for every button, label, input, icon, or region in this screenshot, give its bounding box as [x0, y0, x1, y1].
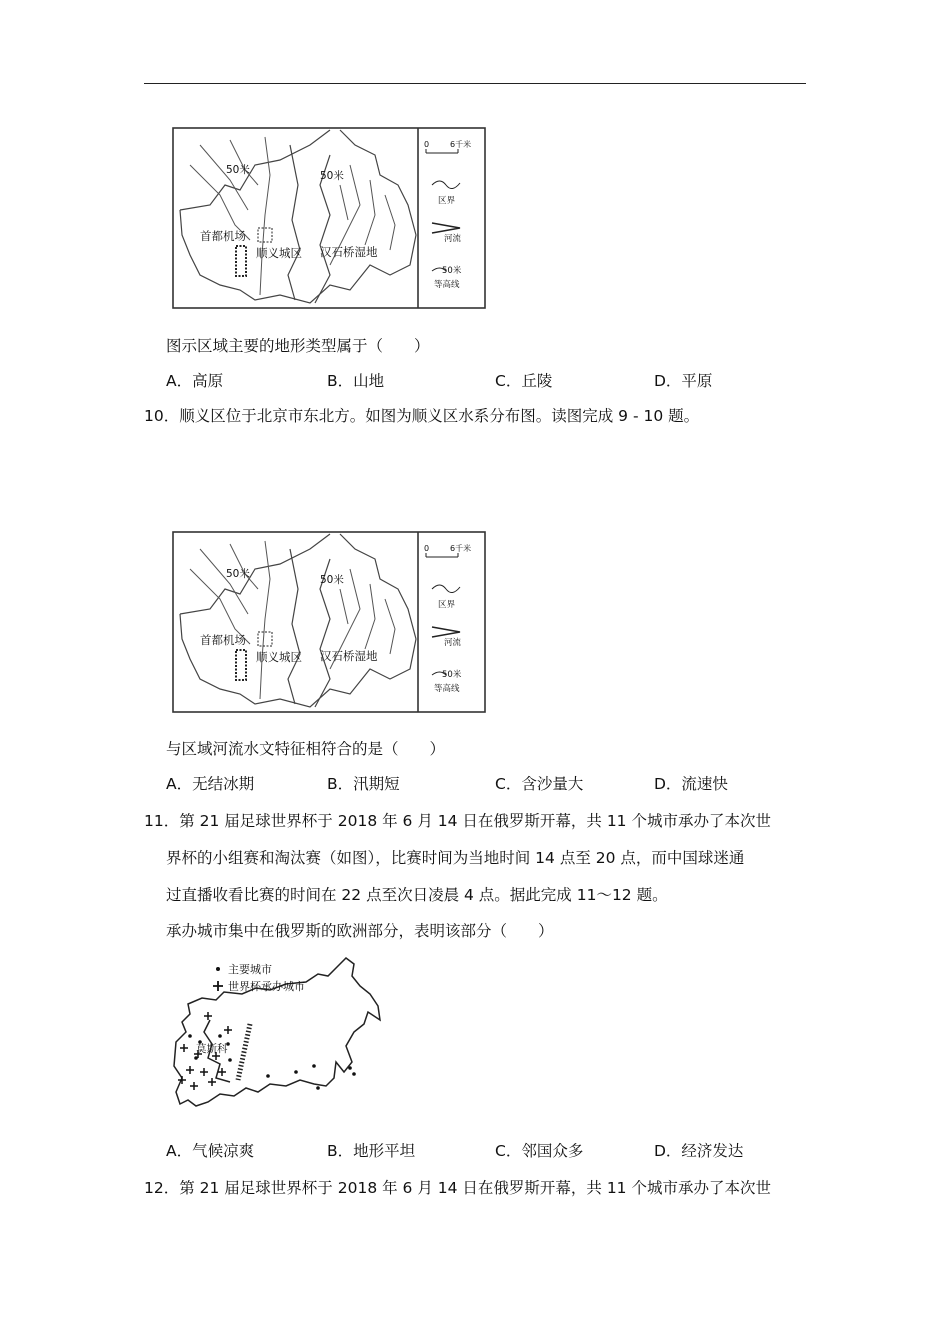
boundary-legend-icon: [432, 181, 460, 189]
airport-runway-icon: [236, 246, 246, 276]
city-block-icon: [258, 228, 272, 242]
ural-line: [238, 1024, 250, 1080]
q11-intro-line3: 过直播收看比赛的时间在 22 点至次日凌晨 4 点。据此完成 11～12 题。: [166, 886, 668, 904]
q9-option-d: D．平原: [654, 372, 713, 390]
shunyi-legend: [424, 543, 471, 694]
header-rule: [144, 83, 806, 84]
river-legend-icon: [432, 223, 460, 233]
legend-major-label: 主要城市: [228, 963, 272, 976]
airport-runway-icon: [236, 650, 246, 680]
shunyi-map-2: [170, 529, 488, 715]
q10-option-b: B．汛期短: [327, 775, 400, 793]
contour-label-a: 50米: [226, 568, 250, 580]
river-legend-icon: [432, 627, 460, 637]
legend-scale-value: 6千米: [450, 544, 472, 553]
legend-boundary: 区界: [438, 196, 456, 206]
legend-contour: 等高线: [434, 280, 460, 290]
q10-intro: 10．顺义区位于北京市东北方。如图为顺义区水系分布图。读图完成 9 - 10 题。: [144, 407, 700, 425]
q11-option-d: D．经济发达: [654, 1142, 744, 1160]
q11-intro-line1: 11．第 21 届足球世界杯于 2018 年 6 月 14 日在俄罗斯开幕，共 11 个城市承办了本次世: [144, 812, 771, 830]
legend-host-label: 世界杯承办城市: [228, 980, 305, 993]
q10-stem: 与区域河流水文特征相符合的是（ ）: [166, 740, 446, 758]
legend-scale-value: 6千米: [450, 140, 472, 149]
moscow-label: 莫斯科: [196, 1043, 228, 1055]
q11-option-b: B．地形平坦: [327, 1142, 416, 1160]
legend-major-dot: [216, 967, 220, 971]
russia-map: [168, 954, 390, 1116]
legend-host-icon: [213, 981, 223, 991]
q12-intro-line1: 12．第 21 届足球世界杯于 2018 年 6 月 14 日在俄罗斯开幕，共 11 个城市承办了本次世: [144, 1179, 771, 1197]
q10-option-a: A．无结冰期: [166, 775, 255, 793]
q9-option-b: B．山地: [327, 372, 385, 390]
legend-contour-value: 50米: [442, 670, 462, 680]
q9-option-c: C．丘陵: [495, 372, 553, 390]
q11-intro-line2: 界杯的小组赛和淘汰赛（如图），比赛时间为当地时间 14 点至 20 点，而中国球迷通: [166, 849, 745, 867]
legend-contour: 等高线: [434, 684, 460, 694]
legend-contour-value: 50米: [442, 266, 462, 276]
legend-scale-zero: 0: [424, 544, 430, 553]
city-label: 顺义城区: [256, 246, 302, 260]
contour-label-a: 50米: [226, 164, 250, 176]
airport-label: 首都机场: [200, 229, 246, 243]
city-label: 顺义城区: [256, 650, 302, 664]
legend-boundary: 区界: [438, 600, 456, 610]
wetland-label: 汉石桥湿地: [320, 245, 378, 259]
airport-label: 首都机场: [200, 633, 246, 647]
q11-stem: 承办城市集中在俄罗斯的欧洲部分，表明该部分（ ）: [166, 922, 554, 940]
shunyi-boundary-lines: [180, 130, 416, 303]
shunyi-map-1: [170, 125, 488, 311]
shunyi-legend: [424, 139, 471, 290]
shunyi-boundary-lines: [180, 534, 416, 707]
contour-label-b: 50米: [320, 170, 344, 182]
q9-stem: 图示区域主要的地形类型属于（ ）: [166, 337, 430, 355]
boundary-legend-icon: [432, 585, 460, 593]
q11-option-a: A．气候凉爽: [166, 1142, 255, 1160]
legend-scale-zero: 0: [424, 140, 430, 149]
q11-option-c: C．邻国众多: [495, 1142, 584, 1160]
q10-option-d: D．流速快: [654, 775, 728, 793]
wetland-label: 汉石桥湿地: [320, 649, 378, 663]
legend-river: 河流: [444, 234, 462, 244]
city-block-icon: [258, 632, 272, 646]
q9-option-a: A．高原: [166, 372, 224, 390]
legend-river: 河流: [444, 638, 462, 648]
q10-option-c: C．含沙量大: [495, 775, 584, 793]
contour-label-b: 50米: [320, 574, 344, 586]
